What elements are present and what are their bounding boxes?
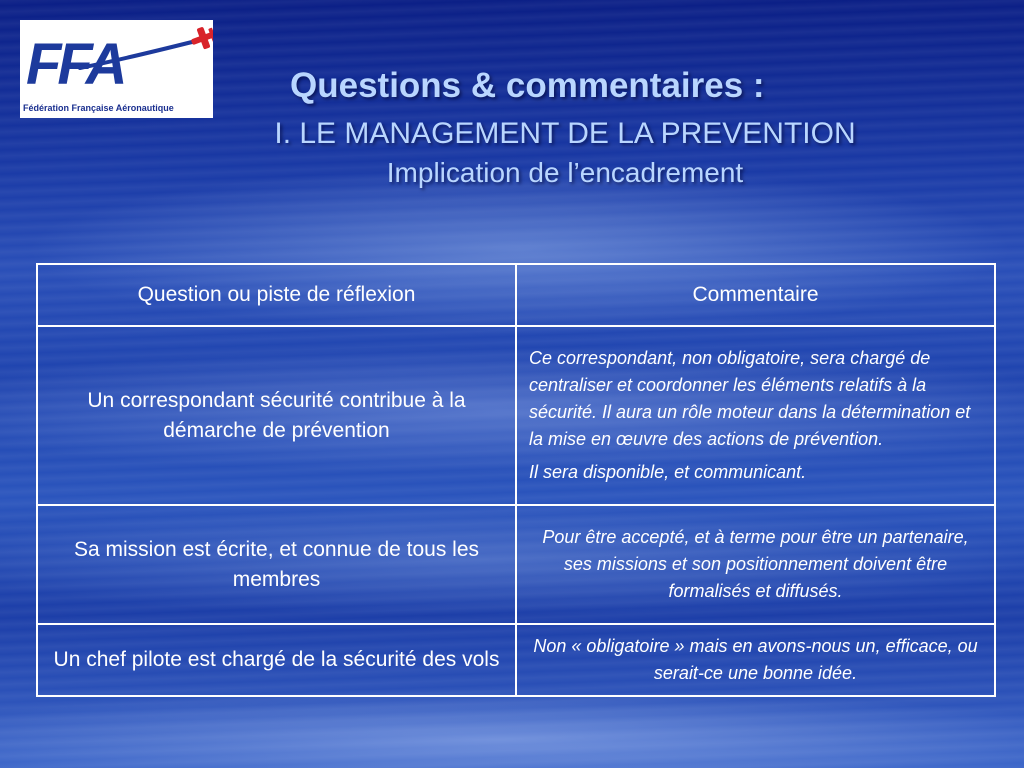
comment-paragraph: Il sera disponible, et communicant. bbox=[529, 462, 807, 482]
comment-paragraph: Non « obligatoire » mais en avons-nous un, efficace, ou serait-ce une bonne idée. bbox=[533, 636, 978, 683]
title-main: Questions & commentaires : bbox=[290, 66, 765, 105]
title-subtitle: Implication de l’encadrement bbox=[386, 157, 744, 188]
ffa-logo bbox=[20, 20, 213, 118]
airplane-icon bbox=[188, 23, 213, 53]
question-cell: Un chef pilote est chargé de la sécurité des vols bbox=[37, 624, 516, 696]
title-section-label: LE MANAGEMENT DE LA PREVENTION bbox=[291, 117, 856, 150]
question-cell: Un correspondant sécurité contribue à la démarche de prévention bbox=[37, 326, 516, 505]
comment-paragraph: Pour être accepté, et à terme pour être un partenaire, ses missions et son positionnement doivent être formalisés et diffusés. bbox=[542, 527, 969, 601]
header-comment: Commentaire bbox=[516, 264, 995, 326]
comment-cell bbox=[516, 326, 995, 505]
svg-text:FFA: FFA bbox=[26, 32, 124, 97]
header-question: Question ou piste de réflexion bbox=[37, 264, 516, 326]
title-section bbox=[200, 116, 930, 152]
logo-caption: Fédération Française Aéronautique bbox=[23, 103, 174, 113]
questions-table bbox=[36, 263, 996, 697]
comment-paragraph: Ce correspondant, non obligatoire, sera chargé de centraliser et coordonner les éléments relatifs à la sécurité. Il aura un rôle moteur dans la détermination et la mise en œuvre des actions de prévention. bbox=[529, 348, 971, 449]
table-row bbox=[37, 326, 995, 505]
table-row bbox=[37, 624, 995, 696]
slide-title bbox=[200, 66, 930, 190]
title-section-number: I. bbox=[274, 117, 292, 150]
question-cell: Sa mission est écrite, et connue de tous les membres bbox=[37, 505, 516, 624]
table-header-row bbox=[37, 264, 995, 326]
table-row bbox=[37, 505, 995, 624]
comment-cell bbox=[516, 505, 995, 624]
comment-cell bbox=[516, 624, 995, 696]
